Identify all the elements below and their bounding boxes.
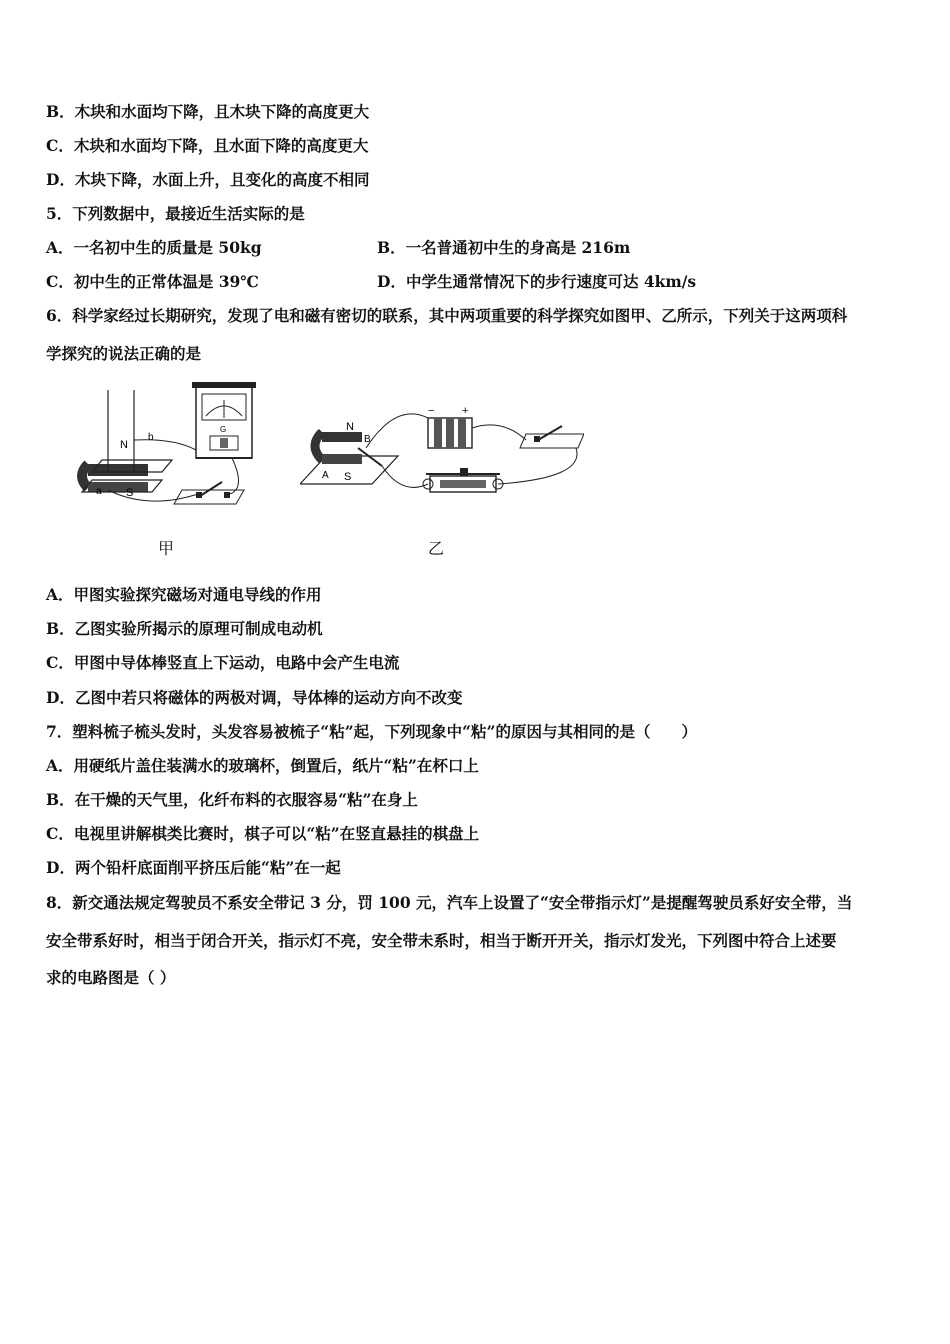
figure-jia xyxy=(72,380,272,510)
q8-line1: 8．新交通法规定驾驶员不系安全带记 3 分，罚 100 元，汽车上设置了“安全带指示灯”是提醒驾驶员系好安全带，当 xyxy=(46,893,853,912)
q6-option-a: A．甲图实验探究磁场对通电导线的作用 xyxy=(46,585,322,604)
q6-option-d: D．乙图中若只将磁体的两极对调，导体棒的运动方向不改变 xyxy=(46,688,463,707)
q4-option-d: D．木块下降，水面上升，且变化的高度不相同 xyxy=(46,170,370,189)
label-s-jia: S xyxy=(126,487,134,499)
caption-yi: 乙 xyxy=(428,539,445,558)
battery xyxy=(428,405,472,448)
label-b-jia: b xyxy=(148,432,154,443)
q5-stem: 5．下列数据中，最接近生活实际的是 xyxy=(46,204,305,223)
label-g: G xyxy=(220,425,227,434)
q6-option-c: C．甲图中导体棒竖直上下运动，电路中会产生电流 xyxy=(46,653,400,672)
caption-jia: 甲 xyxy=(158,539,175,558)
battery-plus: + xyxy=(462,405,469,417)
label-n-yi: N xyxy=(346,421,354,433)
label-b-yi: B xyxy=(364,434,371,445)
q5-option-c: C．初中生的正常体温是 39℃ xyxy=(46,272,259,291)
q4-option-c: C．木块和水面均下降，且水面下降的高度更大 xyxy=(46,136,369,155)
label-a-yi: A xyxy=(322,470,329,481)
q8-line3: 求的电路图是（ ） xyxy=(46,968,176,987)
switch-yi xyxy=(520,426,584,448)
q6-stem-line1: 6．科学家经过长期研究，发现了电和磁有密切的联系，其中两项重要的科学探究如图甲、乙所示，下列关于这两项科 xyxy=(46,306,848,325)
q5-option-d: D．中学生通常情况下的步行速度可达 4km/s xyxy=(377,272,697,291)
rheostat xyxy=(423,468,503,492)
battery-minus: − xyxy=(428,405,435,417)
q4-option-b: B．木块和水面均下降，且木块下降的高度更大 xyxy=(46,102,370,121)
switch-jia xyxy=(174,482,244,504)
figure-yi xyxy=(300,404,584,514)
label-s-yi: S xyxy=(344,471,352,483)
q7-stem: 7．塑料梳子梳头发时，头发容易被梳子“粘”起，下列现象中“粘”的原因与其相同的是（ ） xyxy=(46,722,697,741)
label-n-jia: N xyxy=(120,439,128,451)
label-a-jia: a xyxy=(96,486,102,497)
galvanometer xyxy=(192,382,256,458)
q5-option-a: A．一名初中生的质量是 50kg xyxy=(46,238,262,257)
q8-line2: 安全带系好时，相当于闭合开关，指示灯不亮，安全带未系时，相当于断开开关，指示灯发光，下列图中符合上述要 xyxy=(46,931,837,950)
q6-option-b: B．乙图实验所揭示的原理可制成电动机 xyxy=(46,619,323,638)
q5-option-b: B．一名普通初中生的身高是 216m xyxy=(377,238,631,257)
horseshoe-magnet-yi xyxy=(315,432,362,464)
q7-option-a: A．用硬纸片盖住装满水的玻璃杯，倒置后，纸片“粘”在杯口上 xyxy=(46,756,479,775)
q7-option-c: C．电视里讲解棋类比赛时，棋子可以“粘”在竖直悬挂的棋盘上 xyxy=(46,824,480,843)
q7-option-d: D．两个铅杆底面削平挤压后能“粘”在一起 xyxy=(46,858,341,877)
q7-option-b: B．在干燥的天气里，化纤布料的衣服容易“粘”在身上 xyxy=(46,790,418,809)
q6-stem-line2: 学探究的说法正确的是 xyxy=(46,344,202,363)
